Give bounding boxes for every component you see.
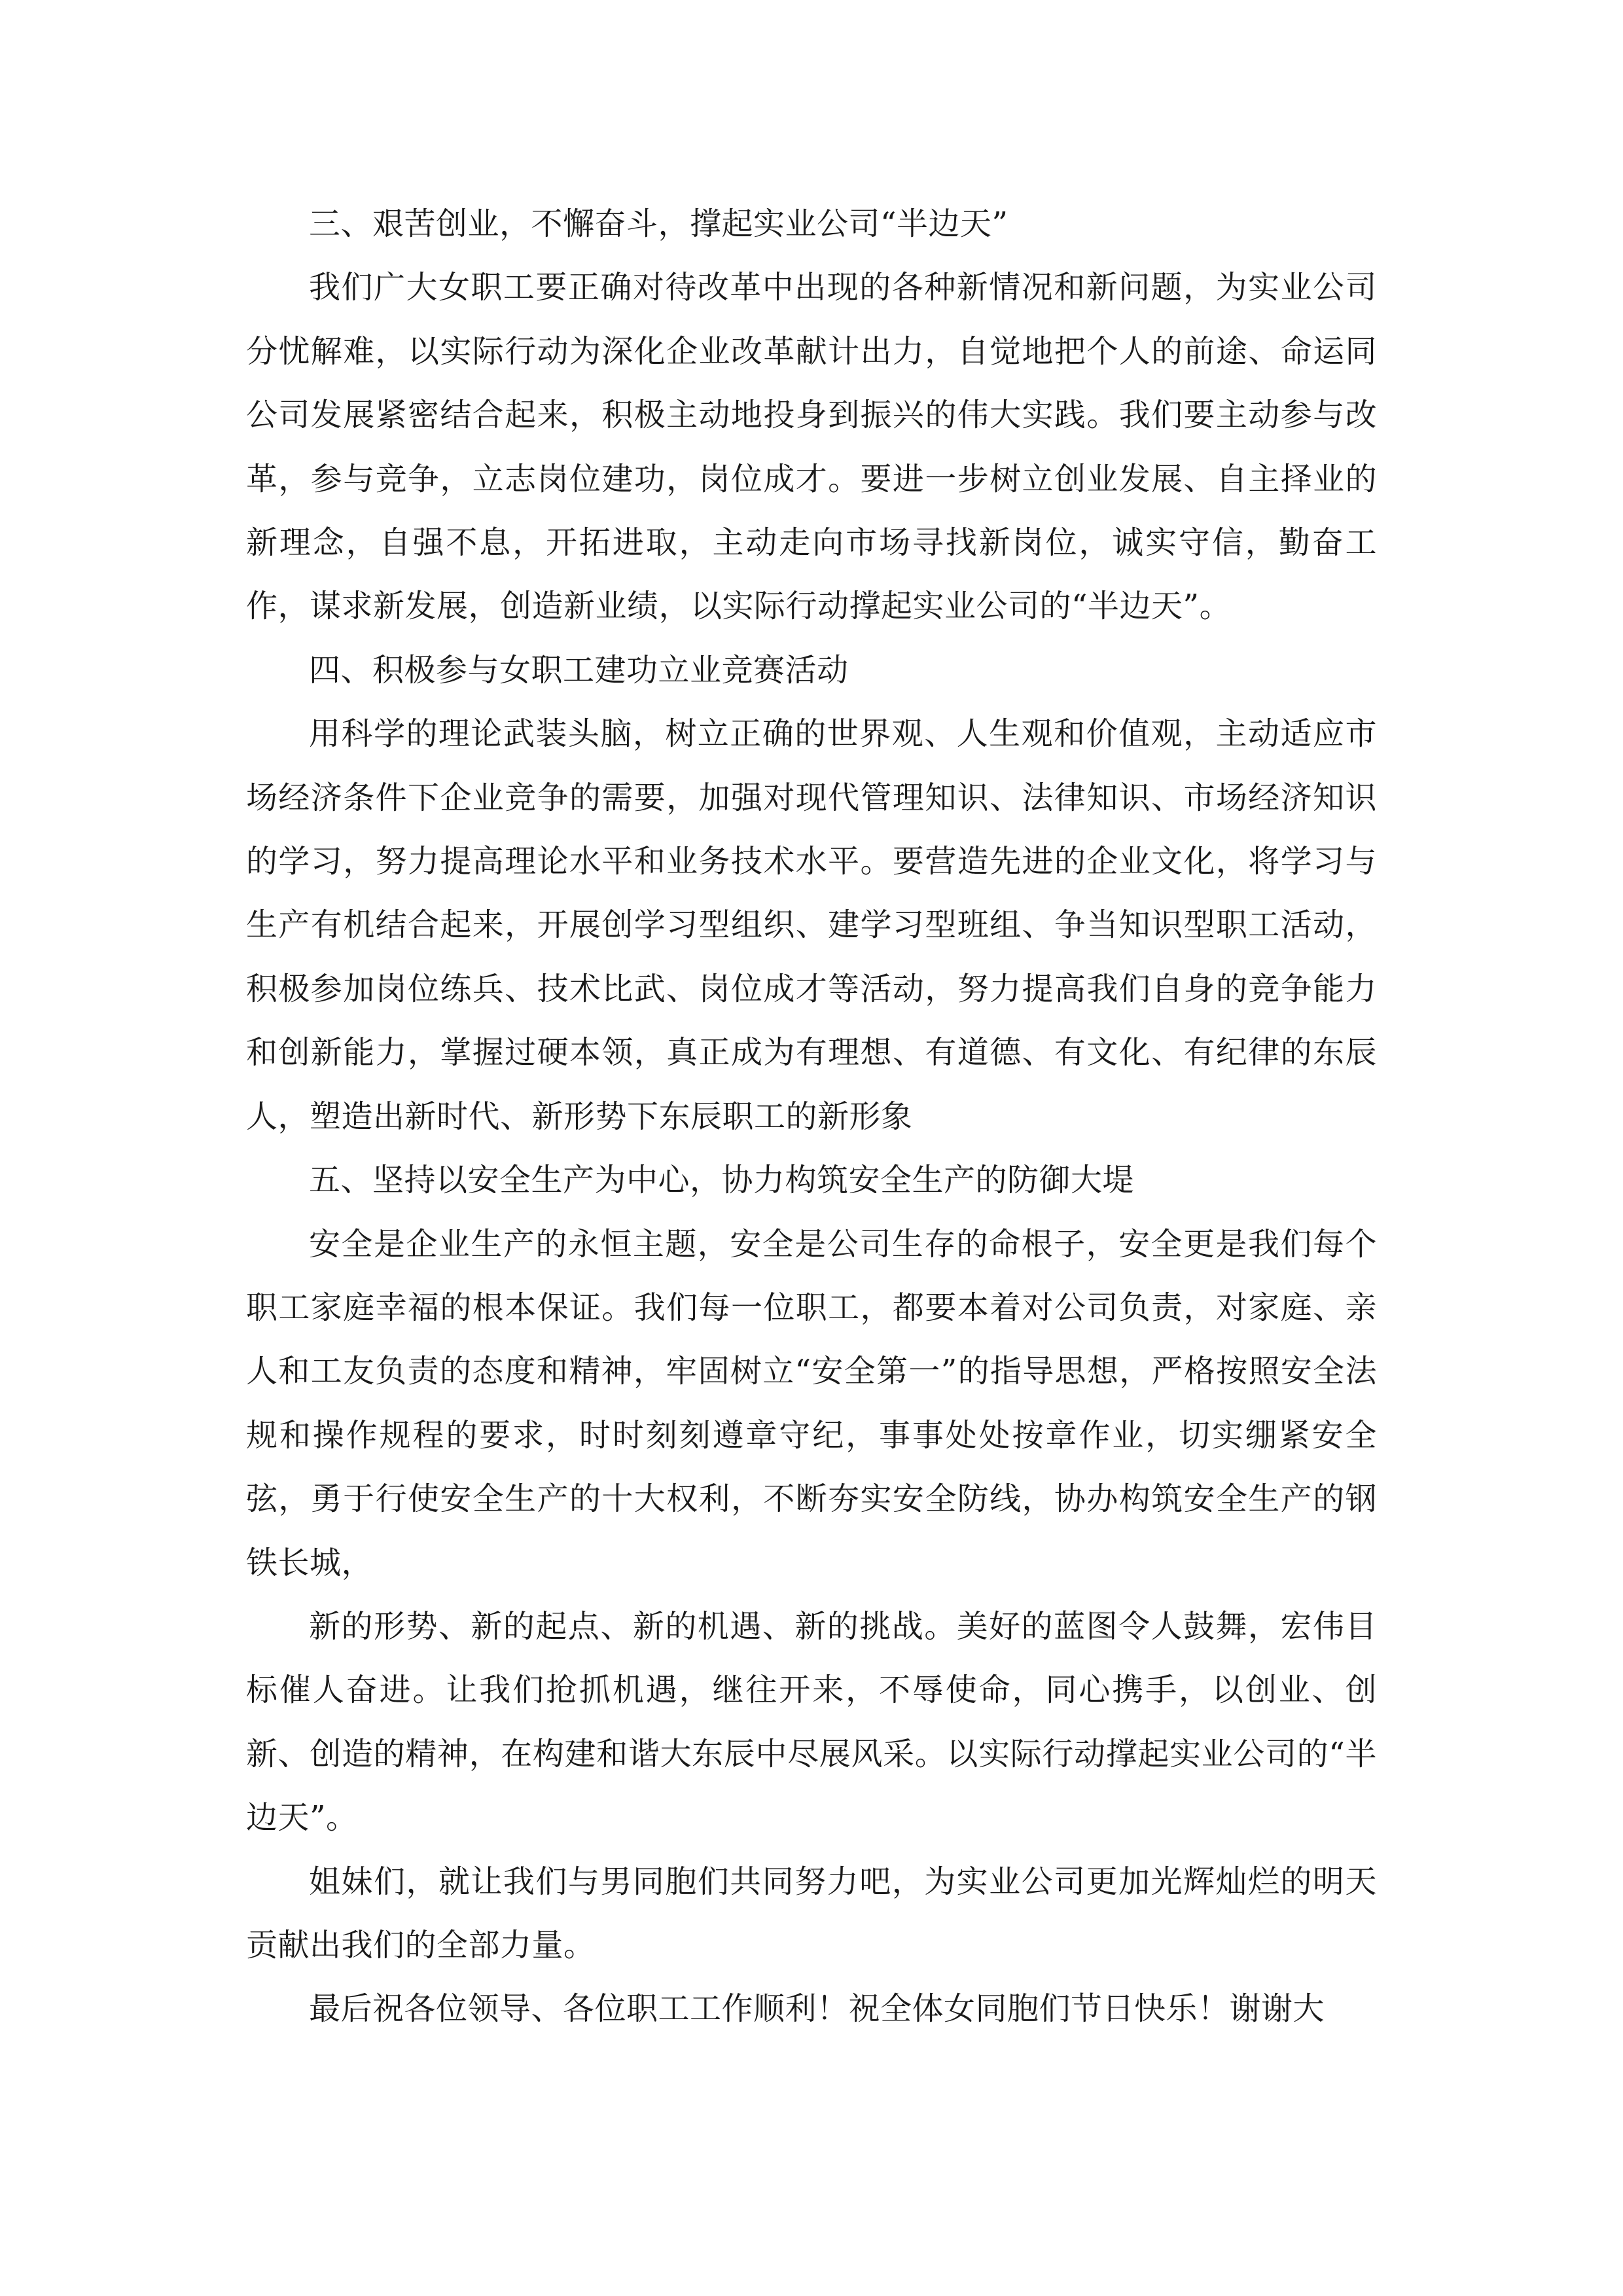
paragraph: 最后祝各位领导、各位职工工作顺利！祝全体女同胞们节日快乐！谢谢大 bbox=[309, 1990, 1325, 2028]
paragraph: 用科学的理论武装头脑，树立正确的世界观、人生观和价值观，主动适应市场经济条件下企业竞争的需要，加强对现代管理知识、法律知识、市场经济知识的学习，努力提高理论水平和业务技术水平。要营造先进的企业文化，将学习与生产有机结合起来，开展创学习型组织、建学习型班组、争当知识型职工活动，积极参加岗位练兵、技术比武、岗位成才等活动，努力提高我们自身的竞争能力和创新能力，掌握过硬本领，真正成为有理想、有道德、有文化、有纪律的东辰人，塑造出新时代、新形势下东辰职工的新形象 bbox=[246, 715, 1377, 1135]
section-heading-4: 四、积极参与女职工建功立业竞赛活动 bbox=[309, 651, 849, 689]
section-heading-3: 三、艰苦创业，不懈奋斗，撑起实业公司“半边天” bbox=[309, 206, 1008, 242]
document-body bbox=[246, 192, 1377, 2041]
paragraph: 我们广大女职工要正确对待改革中出现的各种新情况和新问题，为实业公司分忧解难，以实际行动为深化企业改革献计出力，自觉地把个人的前途、命运同公司发展紧密结合起来，积极主动地投身到振兴的伟大实践。我们要主动参与改革，参与竞争，立志岗位建功，岗位成才。要进一步树立创业发展、自主择业的新理念，自强不息，开拓进取，主动走向市场寻找新岗位，诚实守信，勤奋工作，谋求新发展，创造新业绩，以实际行动撑起实业公司的“半边天”。 bbox=[246, 269, 1377, 625]
paragraph: 新的形势、新的起点、新的机遇、新的挑战。美好的蓝图令人鼓舞，宏伟目标催人奋进。让我们抢抓机遇，继往开来，不辱使命，同心携手，以创业、创新、创造的精神，在构建和谐大东辰中尽展风采。以实际行动撑起实业公司的“半边天”。 bbox=[246, 1607, 1377, 1837]
paragraph: 姐妹们，就让我们与男同胞们共同努力吧，为实业公司更加光辉灿烂的明天贡献出我们的全部力量。 bbox=[246, 1863, 1377, 1964]
paragraph: 安全是企业生产的永恒主题，安全是公司生存的命根子，安全更是我们每个职工家庭幸福的根本保证。我们每一位职工，都要本着对公司负责，对家庭、亲人和工友负责的态度和精神，牢固树立“安全第一”的指导思想，严格按照安全法规和操作规程的要求，时时刻刻遵章守纪，事事处处按章作业，切实绷紧安全弦，勇于行使安全生产的十大权利，不断夯实安全防线，协办构筑安全生产的钢铁长城， bbox=[246, 1225, 1377, 1581]
section-heading-5: 五、坚持以安全生产为中心，协力构筑安全生产的防御大堤 bbox=[309, 1162, 1135, 1199]
